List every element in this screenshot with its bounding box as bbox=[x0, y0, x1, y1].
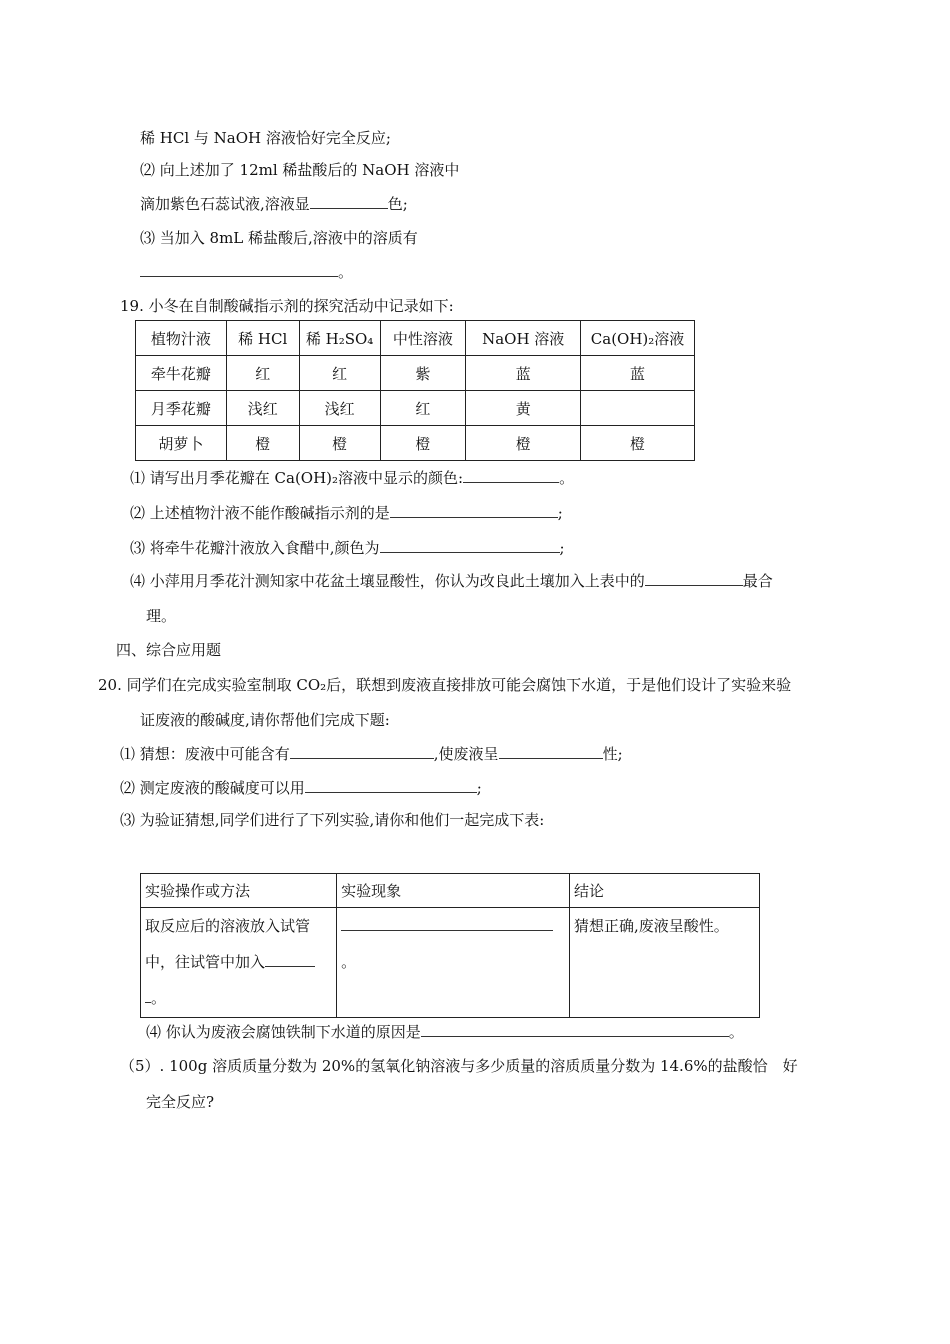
conclusion-text: 猜想正确,废液呈酸性。 bbox=[573, 917, 729, 935]
table-header-cell: 中性溶液 bbox=[380, 321, 466, 356]
answer-blank[interactable] bbox=[140, 262, 338, 277]
q20-part-4-end: 。 bbox=[728, 1023, 744, 1041]
table-row bbox=[136, 356, 695, 391]
q20-line-2: 证废液的酸碱度,请你帮他们完成下题: bbox=[140, 711, 390, 729]
table-header-cell: 实验操作或方法 bbox=[141, 874, 337, 908]
q20-part-5: （5）. 100g 溶质质量分数为 20%的氢氧化钠溶液与多少质量的溶质质量分数为 14.6%的盐酸恰 好 bbox=[120, 1057, 798, 1075]
q18-line-3-text: 滴加紫色石蕊试液,溶液显 bbox=[140, 195, 310, 213]
table-cell: 月季花瓣 bbox=[136, 391, 227, 426]
table-cell: 紫 bbox=[380, 356, 466, 391]
table-row bbox=[141, 908, 760, 1018]
table-header-cell: 结论 bbox=[569, 874, 759, 908]
operation-line-2 bbox=[145, 944, 336, 980]
table-cell: 橙 bbox=[226, 426, 299, 461]
table-cell: 红 bbox=[299, 356, 380, 391]
operation-line-3-end: 。 bbox=[151, 989, 167, 1007]
q19-sub-1 bbox=[130, 468, 574, 488]
answer-blank[interactable] bbox=[499, 744, 603, 759]
experiment-conclusion-cell bbox=[569, 908, 759, 1018]
q19-sub-2-text: ⑵ 上述植物汁液不能作酸碱指示剂的是 bbox=[130, 504, 390, 522]
table-cell: 蓝 bbox=[581, 356, 695, 391]
table-row bbox=[136, 426, 695, 461]
phenomenon-line-2: 。 bbox=[341, 953, 357, 971]
table-cell: 浅红 bbox=[299, 391, 380, 426]
answer-blank[interactable] bbox=[645, 571, 743, 586]
table-cell: 黄 bbox=[466, 391, 581, 426]
q20-part-1 bbox=[120, 744, 623, 764]
table-cell: 橙 bbox=[581, 426, 695, 461]
q18-line-5-end: 。 bbox=[338, 263, 354, 281]
table-header-cell: 稀 HCl bbox=[226, 321, 299, 356]
table-cell: 红 bbox=[226, 356, 299, 391]
table-cell: 蓝 bbox=[466, 356, 581, 391]
indicator-table bbox=[135, 320, 695, 461]
table-cell: 橙 bbox=[466, 426, 581, 461]
table-header-cell: Ca(OH)₂溶液 bbox=[581, 321, 695, 356]
q19-sub-2-end: ; bbox=[557, 504, 563, 522]
q20-part-4 bbox=[146, 1022, 744, 1042]
table-header-cell: 稀 H₂SO₄ bbox=[299, 321, 380, 356]
q20-part-1-mid: ,使废液呈 bbox=[433, 745, 499, 763]
table-header-cell: NaOH 溶液 bbox=[466, 321, 581, 356]
section-heading: 四、综合应用题 bbox=[116, 641, 222, 659]
answer-blank[interactable] bbox=[341, 916, 553, 931]
q20-part-1-text: ⑴ 猜想：废液中可能含有 bbox=[120, 745, 290, 763]
table-cell: 牵牛花瓣 bbox=[136, 356, 227, 391]
q19-intro: 19. 小冬在自制酸碱指示剂的探究活动中记录如下: bbox=[120, 297, 454, 315]
q20-line-1: 20. 同学们在完成实验室制取 CO₂后，联想到废液直接排放可能会腐蚀下水道，于是他们设计了实验来验 bbox=[98, 676, 792, 694]
q19-sub-3-text: ⑶ 将牵牛花瓣汁液放入食醋中,颜色为 bbox=[130, 539, 380, 557]
answer-blank[interactable] bbox=[390, 503, 558, 518]
table-cell[interactable] bbox=[581, 391, 695, 426]
answer-blank[interactable] bbox=[380, 538, 560, 553]
table-header-cell: 实验现象 bbox=[337, 874, 570, 908]
q20-part-2-text: ⑵ 测定废液的酸碱度可以用 bbox=[120, 779, 305, 797]
phenomenon-line-1 bbox=[341, 908, 569, 944]
q19-sub-3 bbox=[130, 538, 565, 558]
table-row bbox=[136, 391, 695, 426]
q20-part-1-end: 性; bbox=[602, 745, 623, 763]
answer-blank[interactable] bbox=[463, 468, 559, 483]
table-cell: 橙 bbox=[380, 426, 466, 461]
table-cell: 橙 bbox=[299, 426, 380, 461]
experiment-operation-cell bbox=[141, 908, 337, 1018]
q19-sub-4-cont: 理。 bbox=[146, 607, 177, 625]
q18-line-3 bbox=[140, 194, 408, 214]
q19-sub-4-end: 最合 bbox=[742, 572, 773, 590]
table-cell: 胡萝卜 bbox=[136, 426, 227, 461]
q20-part-2 bbox=[120, 778, 482, 798]
answer-blank[interactable] bbox=[310, 194, 388, 209]
table-header-row bbox=[141, 874, 760, 908]
q20-part-2-end: ; bbox=[476, 779, 482, 797]
experiment-phenomenon-cell bbox=[337, 908, 570, 1018]
answer-blank[interactable] bbox=[421, 1022, 729, 1037]
q19-sub-4-text: ⑷ 小萍用月季花汁测知家中花盆土壤显酸性，你认为改良此土壤加入上表中的 bbox=[130, 572, 645, 590]
answer-blank[interactable] bbox=[290, 744, 434, 759]
q19-sub-1-end: 。 bbox=[559, 469, 575, 487]
q20-part-5-cont: 完全反应? bbox=[146, 1093, 215, 1111]
table-header-cell: 植物汁液 bbox=[136, 321, 227, 356]
q18-line-1: 稀 HCl 与 NaOH 溶液恰好完全反应; bbox=[140, 129, 391, 147]
q18-line-4: ⑶ 当加入 8mL 稀盐酸后,溶液中的溶质有 bbox=[140, 229, 418, 247]
answer-blank[interactable] bbox=[265, 952, 315, 967]
operation-line-2-text: 中，往试管中加入 bbox=[145, 953, 266, 971]
table-header-row bbox=[136, 321, 695, 356]
q18-line-5 bbox=[140, 262, 353, 282]
q19-sub-3-end: ; bbox=[559, 539, 565, 557]
q19-sub-2 bbox=[130, 503, 563, 523]
table-cell: 浅红 bbox=[226, 391, 299, 426]
answer-blank[interactable] bbox=[305, 778, 477, 793]
q19-sub-1-text: ⑴ 请写出月季花瓣在 Ca(OH)₂溶液中显示的颜色: bbox=[130, 469, 464, 487]
q18-line-3-end: 色; bbox=[387, 195, 408, 213]
experiment-table bbox=[140, 873, 760, 1018]
q20-part-3: ⑶ 为验证猜想,同学们进行了下列实验,请你和他们一起完成下表: bbox=[120, 811, 545, 829]
q18-line-2: ⑵ 向上述加了 12ml 稀盐酸后的 NaOH 溶液中 bbox=[140, 161, 460, 179]
operation-line-1: 取反应后的溶液放入试管 bbox=[145, 917, 311, 935]
q19-sub-4 bbox=[130, 571, 773, 591]
table-cell: 红 bbox=[380, 391, 466, 426]
q20-part-4-text: ⑷ 你认为废液会腐蚀铁制下水道的原因是 bbox=[146, 1023, 421, 1041]
operation-line-3 bbox=[145, 980, 336, 1016]
